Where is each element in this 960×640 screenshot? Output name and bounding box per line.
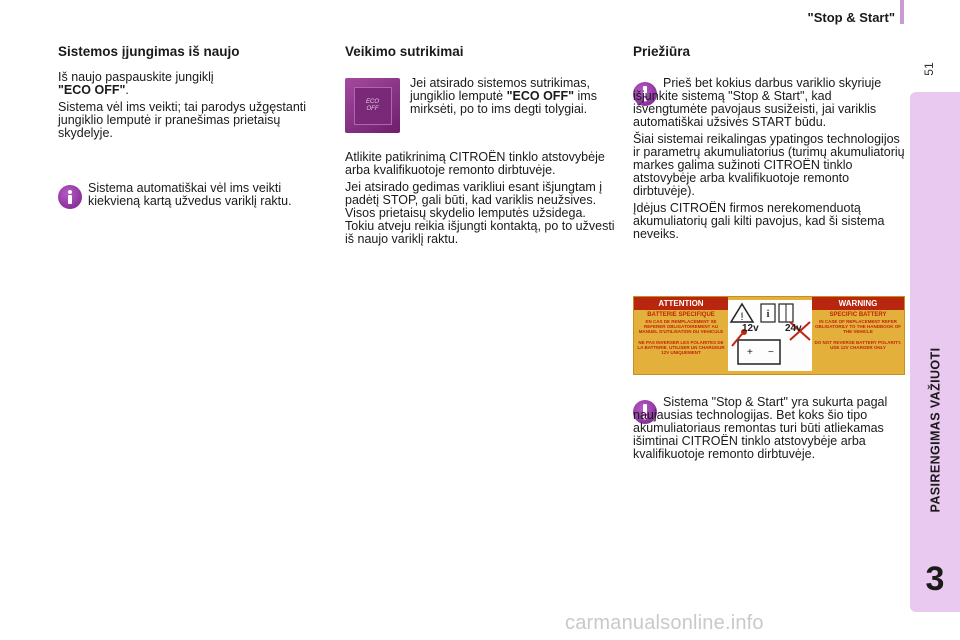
svg-text:i: i	[766, 309, 770, 320]
section-title: Sistemos įjungimas iš naujo	[58, 44, 240, 59]
chapter-number: 3	[925, 560, 945, 598]
warning-paragraph: Prieš bet kokius darbus variklio skyriuje išjunkite sistemą "Stop & Start", kad išvengtumėte pavojaus susižeisti, jai variklis automatiškai užsivės START būdu.	[633, 76, 882, 129]
paragraph: Sistema vėl ims veikti; tai parodys užgęstanti jungiklio lemputė ir pranešimas prietaisų skydelyje.	[58, 100, 307, 140]
svg-text:!: !	[740, 311, 744, 323]
watermark: carmanualsonline.info	[565, 612, 764, 634]
eco-off-button-image: ECO OFF	[345, 78, 400, 133]
info-icon	[58, 185, 82, 209]
paragraph: Jei atsirado sistemos sutrikimas, jungiklio lemputė "ECO OFF" ims mirksėti, po to ims degti tolygiai.	[410, 76, 597, 116]
paragraph: Jei atsirado gedimas varikliui esant išjungtam į padėtį STOP, gali būti, kad variklis neužsives. Visos prietaisų skydelio lemputės užsidega. Tokiu atveju reikia išjungti kontaktą, po to užvesti iš naujo variklį raktu.	[345, 180, 615, 246]
paragraph: Iš naujo paspauskite jungiklį "ECO OFF".	[58, 70, 214, 97]
paragraph: Įdėjus CITROËN firmos nerekomenduotą akumuliatorių gali kilti pavojus, kad ši sistema neveiks.	[633, 201, 885, 241]
chapter-title	[915, 300, 955, 560]
label-pictograms	[728, 300, 812, 371]
section-title: Veikimo sutrikimai	[345, 44, 464, 59]
paragraph: Atlikite patikrinimą CITROËN tinklo atstovybėje arba kvalifikuotoje remonto dirbtuvėje.	[345, 150, 605, 177]
label-fr-text: BATTERIE SPECIFIQUE EN CAS DE REMPLACEMENT SE REFERER OBLIGATOIREMENT AU MANUEL D'UTILISATION DU VEHICULE NE PAS INVERSER LES POLARITES DE LA BATTERIE. UTILISER UN CHARGEUR 12V UNIQUEMENT	[637, 312, 725, 355]
battery-warning-label	[633, 296, 905, 375]
info-note	[58, 182, 318, 212]
info-note-text: Sistema automatiškai vėl ims veikti kiekvieną kartą užvedus variklį raktu.	[88, 181, 292, 208]
svg-text:+: +	[747, 347, 753, 358]
label-12v: 12v	[742, 323, 759, 334]
svg-text:−: −	[768, 347, 774, 358]
label-24v: 24v	[785, 323, 802, 334]
label-attention: ATTENTION	[634, 297, 728, 310]
section-reactivation	[58, 44, 308, 144]
section-maintenance	[633, 44, 903, 59]
label-en-text: SPECIFIC BATTERY IN CASE OF REPLACEMENT REFER OBLIGATORILY TO THE HANDBOOK OF THE VEHICLE DO NOT REVERSE BATTERY POLARITY. USE 12V CHARGER ONLY	[814, 312, 902, 350]
label-warning: WARNING	[812, 297, 904, 310]
section-title: Priežiūra	[633, 44, 691, 59]
battery-repair-warning	[633, 396, 905, 465]
header-title: "Stop & Start"	[807, 10, 895, 25]
section-malfunction	[345, 44, 615, 59]
page-number: 51	[922, 62, 936, 76]
warning-paragraph: Sistema "Stop & Start" yra sukurta pagal naujausias technologijas. Bet koks šio tipo akumuliatoriaus remontas turi būti atliekamas išimtinai CITROËN tinklo atstovybėje arba kvalifikuotoje remonto dirbtuvėje.	[633, 395, 888, 461]
header-divider	[900, 0, 904, 24]
chapter-title-text: PASIRENGIMAS VAŽIUOTI	[928, 347, 943, 513]
malfunction-body	[345, 151, 615, 250]
paragraph: Šiai sistemai reikalingas ypatingos technologijos ir parametrų akumuliatorius (turimų akumuliatorių markes galima sužinoti CITROËN tinklo atstovybėje arba kvalifikuotoje remonto dirbtuvėje).	[633, 132, 905, 198]
maintenance-text	[633, 77, 905, 245]
malfunction-intro	[410, 77, 610, 120]
